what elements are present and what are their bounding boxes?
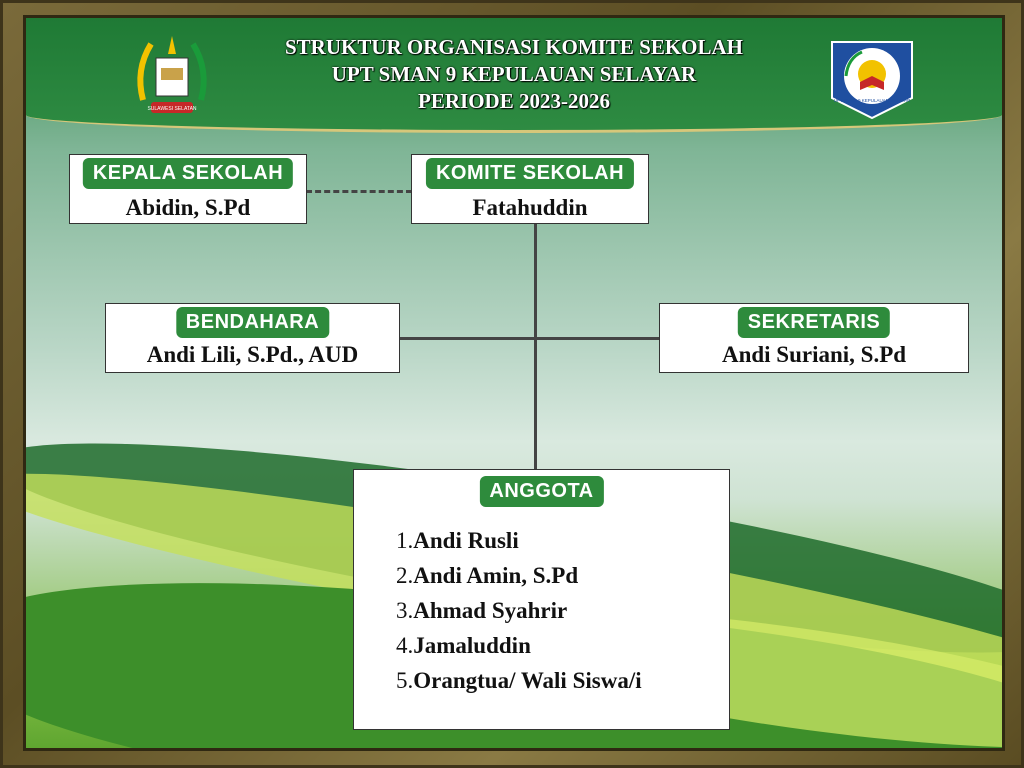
title-line-2: UPT SMAN 9 KEPULAUAN SELAYAR [331, 62, 697, 86]
svg-text:UPT SMAN 9 KEPULAUAN SELAYAR: UPT SMAN 9 KEPULAUAN SELAYAR [833, 98, 911, 103]
list-item: 3.Ahmad Syahrir [396, 598, 568, 623]
list-item: 4.Jamaluddin [396, 633, 531, 658]
svg-text:SULAWESI SELATAN: SULAWESI SELATAN [147, 106, 197, 112]
province-emblem-logo [131, 30, 213, 118]
list-item: 2.Andi Amin, S.Pd [396, 563, 579, 588]
kepala-sekolah-label: KEPALA SEKOLAH [83, 158, 293, 189]
slide [23, 15, 1005, 751]
title-line-3: PERIODE 2023-2026 [418, 89, 610, 113]
komite-sekolah-name: Fatahuddin [472, 195, 588, 220]
bendahara-box [105, 303, 400, 373]
kepala-sekolah-box [69, 154, 307, 224]
sekretaris-name: Andi Suriani, S.Pd [721, 342, 907, 367]
title-line-1: STRUKTUR ORGANISASI KOMITE SEKOLAH [284, 35, 743, 59]
kepala-sekolah-name: Abidin, S.Pd [125, 195, 251, 220]
sekretaris-box [659, 303, 969, 373]
horizontal-connector [399, 337, 661, 340]
list-item: 1.Andi Rusli [396, 528, 519, 553]
bendahara-name: Andi Lili, S.Pd., AUD [146, 342, 359, 367]
anggota-member-list [396, 523, 642, 698]
bendahara-label: BENDAHARA [176, 307, 329, 338]
sekretaris-label: SEKRETARIS [738, 307, 890, 338]
school-emblem-logo [826, 38, 918, 120]
anggota-label: ANGGOTA [479, 476, 603, 507]
vertical-connector [534, 224, 537, 471]
komite-sekolah-label: KOMITE SEKOLAH [426, 158, 634, 189]
komite-sekolah-box [411, 154, 649, 224]
list-item: 5.Orangtua/ Wali Siswa/i [396, 668, 642, 693]
dashed-connector [306, 190, 412, 193]
